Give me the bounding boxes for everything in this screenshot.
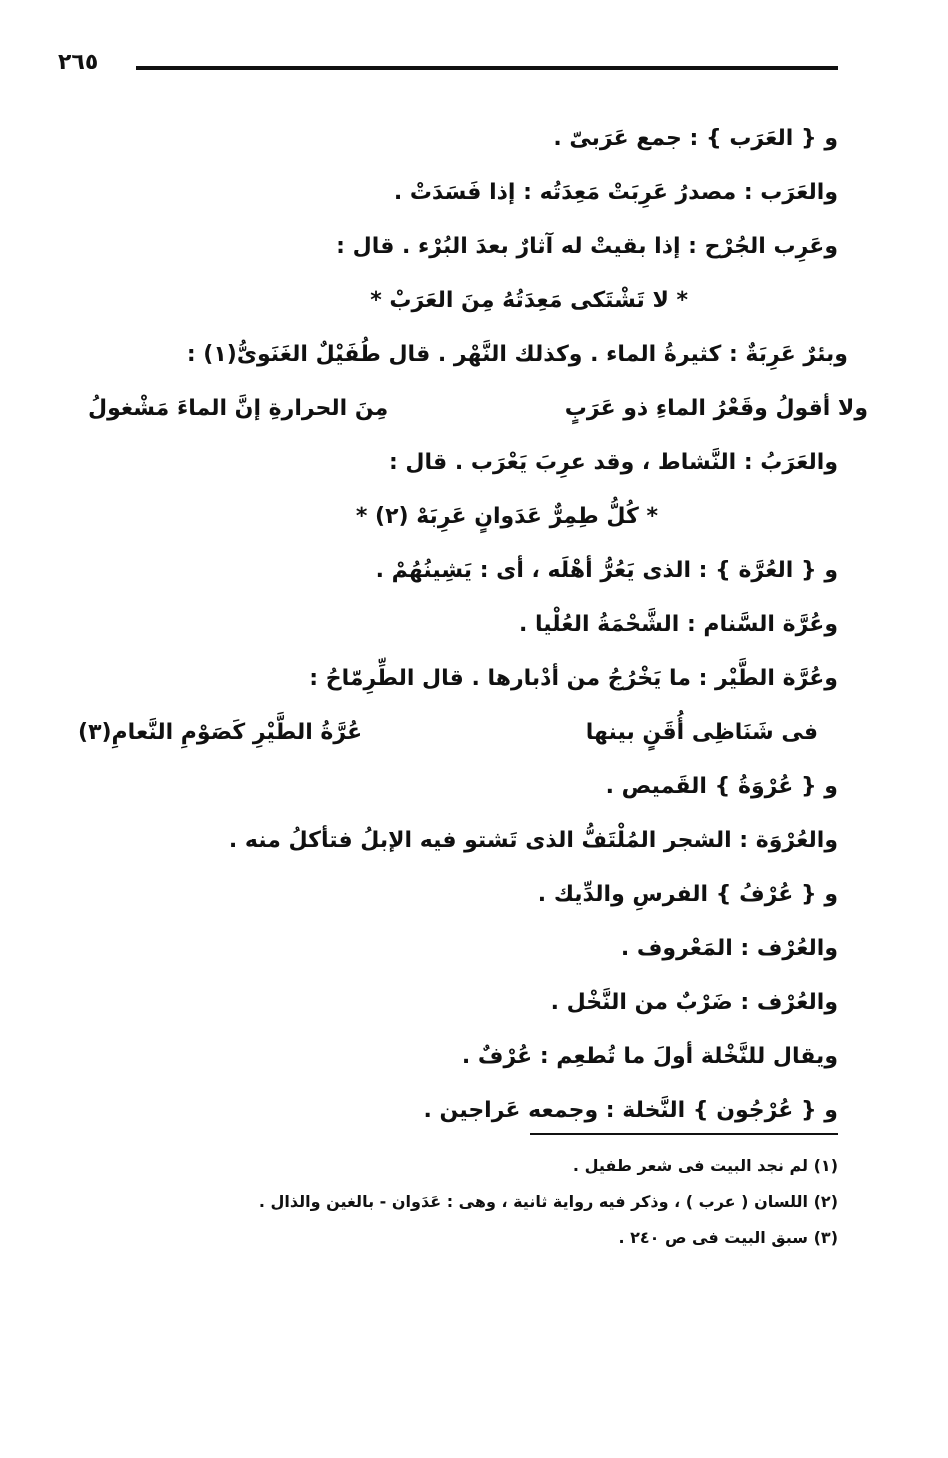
entry-line: وبئرٌ عَرِبَةٌ : كثيرةُ الماء . وكذلك النَّهْر . قال طُفَيْلٌ الغَنَوىُّ(١) : — [186, 342, 848, 367]
poetry-verse — [78, 706, 818, 760]
poetry-verse — [88, 382, 868, 436]
verse-first-hemistich: فى شَنَاظِى أُقَنٍ بينها — [585, 720, 818, 745]
entry-line: وعَرِب الجُرْح : إذا بقيتْ له آثارٌ بعدَ البُرْء . قال : — [336, 234, 838, 259]
entry-line: و { العُرَّة } : الذى يَعُرُّ أهْلَه ، أى : يَشِينُهُمْ . — [375, 558, 838, 583]
entry-line: وعُرَّة الطَّيْر : ما يَخْرُجُ من أدْبارها . قال الطِّرِمّاحُ : — [309, 666, 838, 691]
header-rule — [136, 66, 838, 70]
footnote-separator — [530, 1133, 838, 1135]
footnote: (٢) اللسان ( عرب ) ، وذكر فيه رواية ثانية ، وهى : عَدَوان - بالغين والذال . — [258, 1192, 838, 1211]
footnote: (٣) سبق البيت فى ص ٢٤٠ . — [618, 1228, 838, 1247]
entry-line: والعُرْف : المَعْروف . — [620, 936, 838, 961]
entry-line: وعُرَّة السَّنام : الشَّحْمَةُ العُلْيا . — [519, 612, 838, 637]
page-header — [58, 50, 838, 84]
entry-line: ويقال للنَّخْلة أولَ ما تُطعِم : عُرْفٌ . — [461, 1044, 838, 1069]
entry-line: و { عُرْجُون } النَّخلة : وجمعه عَراجين . — [423, 1098, 838, 1123]
entry-line: والعُرْوَة : الشجر المُلْتَفُّ الذى تَشتو فيه الإبلُ فتأكلُ منه . — [228, 828, 838, 853]
verse-second-hemistich: عُرَّةُ الطَّيْرِ كَصَوْمِ النَّعامِ(٣) — [78, 720, 363, 745]
dictionary-text — [78, 112, 868, 1138]
footnotes — [138, 1148, 838, 1256]
poetry-half-line: * كُلُّ طِمِرٌّ عَدَوانٍ عَرِبَهْ (٢) * — [355, 504, 658, 529]
entry-line: و { عُرْفُ } الفرسِ والدِّيك . — [537, 882, 838, 907]
entry-line: و { عُرْوَةُ } القَميص . — [605, 774, 838, 799]
page-number: ٢٦٥ — [58, 50, 99, 75]
footnote: (١) لم نجد البيت فى شعر طفيل . — [572, 1156, 838, 1175]
entry-line: و { العَرَب } : جمع عَرَبىّ . — [553, 126, 838, 151]
entry-line: والعَرَبُ : النَّشاط ، وقد عرِبَ يَعْرَب . قال : — [388, 450, 838, 475]
verse-first-hemistich: ولا أقولُ وقَعْرُ الماءِ ذو عَرَبٍ — [564, 396, 868, 421]
verse-second-hemistich: مِنَ الحرارةِ إنَّ الماءَ مَشْغولُ — [88, 396, 389, 421]
entry-line: والعَرَب : مصدرُ عَرِبَتْ مَعِدَتُه : إذا فَسَدَتْ . — [393, 180, 838, 205]
poetry-half-line: * لا تَشْتَكى مَعِدَتُهُ مِنَ العَرَبْ * — [370, 288, 688, 313]
entry-line: والعُرْف : ضَرْبٌ من النَّخْل . — [550, 990, 838, 1015]
